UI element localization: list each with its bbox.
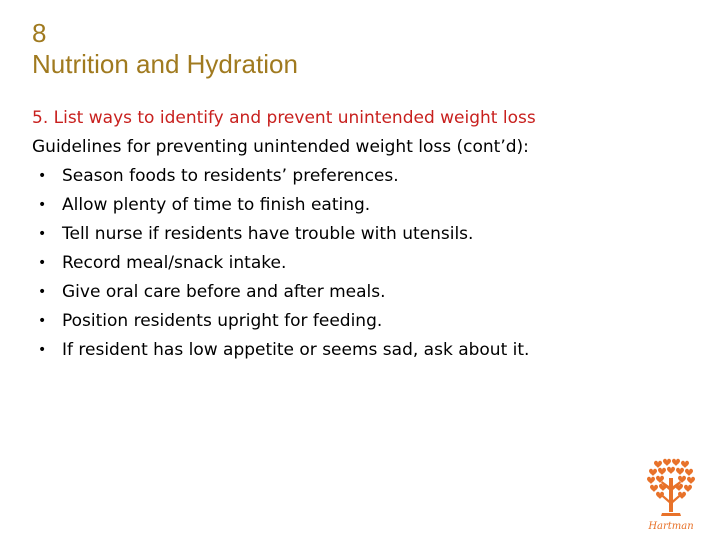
chapter-number: 8 — [32, 18, 47, 48]
bullet-icon: • — [38, 197, 47, 213]
list-item — [32, 336, 692, 365]
list-item — [32, 220, 692, 249]
logo-text: Hartman — [648, 521, 694, 532]
chapter-title: Nutrition and Hydration — [32, 49, 298, 79]
bullet-icon: • — [38, 168, 47, 184]
list-item — [32, 278, 692, 307]
list-item — [32, 162, 692, 191]
tree-of-hearts-icon — [636, 456, 706, 534]
list-item — [32, 307, 692, 336]
bullet-icon: • — [38, 226, 47, 242]
list-item-text: Tell nurse if residents have trouble with utensils. — [62, 224, 474, 244]
hartman-logo — [636, 456, 706, 534]
list-item — [32, 249, 692, 278]
list-item-text: If resident has low appetite or seems sad, ask about it. — [62, 340, 530, 360]
list-item-text: Season foods to residents’ preferences. — [62, 166, 399, 186]
slide-content — [32, 104, 692, 365]
guideline-list — [32, 162, 692, 365]
list-item-text: Allow plenty of time to finish eating. — [62, 195, 371, 215]
list-item-text: Position residents upright for feeding. — [62, 311, 383, 331]
bullet-icon: • — [38, 284, 47, 300]
subheading: Guidelines for preventing unintended weight loss (cont’d): — [32, 137, 529, 157]
chapter-heading — [32, 18, 298, 80]
bullet-icon: • — [38, 313, 47, 329]
learning-objective: 5. List ways to identify and prevent unintended weight loss — [32, 108, 536, 128]
list-item — [32, 191, 692, 220]
bullet-icon: • — [38, 342, 47, 358]
list-item-text: Record meal/snack intake. — [62, 253, 287, 273]
list-item-text: Give oral care before and after meals. — [62, 282, 386, 302]
bullet-icon: • — [38, 255, 47, 271]
